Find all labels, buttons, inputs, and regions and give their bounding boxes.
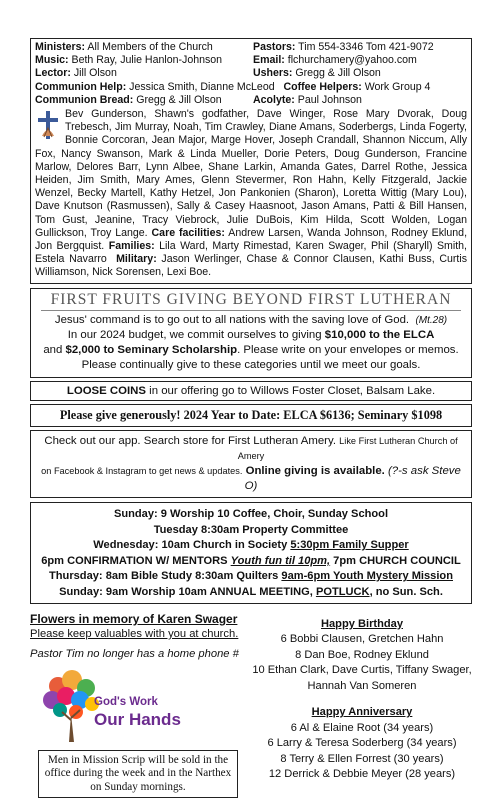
- schedule-confirmation: [35, 554, 467, 569]
- ask-steve-text: (?-s ask Steve O): [244, 465, 461, 493]
- ministers-value: All Members of the Church: [87, 41, 213, 53]
- staff-row-2: [35, 54, 467, 67]
- first-fruits-line-3: [35, 343, 467, 358]
- anniversary-item: 6 Al & Elaine Root (34 years): [290, 721, 434, 734]
- facebook-text: Like First Lutheran Church of Amery: [237, 436, 458, 462]
- give-generously-box: Please give generously! 2024 Year to Date: ELCA $6136; Seminary $1098: [30, 404, 472, 427]
- weekly-schedule-box: [30, 502, 472, 603]
- social-text: on Facebook & Instagram to get news & updates.: [41, 466, 243, 477]
- staff-row-3: [35, 67, 467, 80]
- seminary-amount: $2,000 to Seminary Scholarship: [65, 344, 238, 357]
- gods-work-our-hands-logo: [36, 668, 186, 746]
- families-value: Lila Ward, Marty Rimestad, Karen Swager, Phil (Sharyll) Smith, Estela Navarro: [35, 240, 467, 266]
- prayer-list: [35, 108, 467, 280]
- anniversary-item: 6 Larry & Teresa Soderberg (34 years): [267, 737, 457, 750]
- music-label: Music:: [35, 54, 69, 67]
- communion-help-value: Jessica Smith, Dianne McLeod: [129, 80, 275, 93]
- first-fruits-box: [30, 288, 472, 379]
- staff-and-prayer-box: [30, 38, 472, 284]
- command-text: Jesus' command is to go out to all nations with the saving love of God.: [54, 313, 410, 326]
- birthday-title: Happy Birthday: [321, 617, 403, 630]
- council-text: 7pm CHURCH COUNCIL: [330, 554, 461, 567]
- valuables-note: Please keep valuables with you at church.: [30, 627, 239, 640]
- schedule-sunday-2: [35, 585, 467, 600]
- no-phone-note: Pastor Tim no longer has a home phone #: [30, 647, 239, 660]
- sun2-text: Sunday: 9am Worship 10am ANNUAL MEETING,: [59, 585, 316, 598]
- left-column: [30, 612, 252, 798]
- first-fruits-line-4: Please continually give to these categories until we meet our goals.: [81, 359, 421, 372]
- email-label: Email:: [253, 54, 285, 67]
- anniversary-item: 8 Terry & Ellen Forrest (30 years): [280, 752, 444, 765]
- anniversary-title: Happy Anniversary: [311, 706, 413, 719]
- confirmation-text: 6pm CONFIRMATION W/ MENTORS: [41, 554, 231, 567]
- bread-value: Gregg & Jill Olson: [136, 93, 222, 106]
- staff-row-5: [35, 94, 467, 107]
- bread-label: Communion Bread:: [35, 93, 134, 106]
- pastors-value: Tim 554-3346 Tom 421-9072: [298, 41, 434, 53]
- online-giving-text: Online giving is available.: [245, 465, 385, 478]
- email-value[interactable]: flchurchamery@yahoo.com: [287, 54, 417, 67]
- app-text: Check out our app. Search store for First Lutheran Amery.: [44, 435, 336, 448]
- title-divider: [41, 310, 461, 311]
- ushers-label: Ushers:: [253, 67, 293, 80]
- envelope-note: . Please write on your envelopes or memos.: [237, 344, 459, 357]
- lector-value: Jill Olson: [73, 67, 117, 80]
- and-text: and: [43, 344, 63, 357]
- ushers-value: Gregg & Jill Olson: [295, 67, 381, 80]
- lector-label: Lector:: [35, 67, 71, 80]
- schedule-sunday-1: Sunday: 9 Worship 10 Coffee, Choir, Sunday School: [113, 508, 389, 521]
- youth-fun-text: Youth fun til 10pm,: [230, 554, 331, 567]
- staff-row-1: [35, 41, 467, 54]
- pastors-label: Pastors:: [253, 41, 296, 53]
- bottom-section: [30, 612, 472, 798]
- anniversary-item: 12 Derrick & Debbie Meyer (28 years): [268, 768, 456, 781]
- loose-coins-text: in our offering go to Willows Foster Closet, Balsam Lake.: [146, 385, 436, 398]
- loose-coins-box: [30, 381, 472, 401]
- schedule-thursday: [35, 569, 467, 584]
- acolyte-label: Acolyte:: [253, 93, 295, 106]
- potluck-text: POTLUCK: [315, 585, 370, 598]
- no-sunday-school-text: , no Sun. Sch.: [369, 585, 443, 598]
- ministers-label: Ministers:: [35, 41, 86, 53]
- prayer-names: Bev Gunderson, Shawn's godfather, Dave Winger, Rose Mary Dvorak, Doug Trebesch, Jim Murray, Noah, Tim Crawley, Diane Amans, Soderbergs, Linda Fogerty, Bonnie Corcoran, Jean Major, Marge Hover, Joseph Crandall, Shannon Niccum, Ally Fox, Nancy Swanson, Mark & Linda Mueller, Dorie Peters, Doug Gunderson, Francine Marlow, Delores Barr, Lynn Albee, Shane Larkin, Amanda Gates, Darrel Rothe, Jessica Heiden, Jim Smith, Mary Ames, Glenn Stevermer, Ron Hahn, Kelly Fitzgerald, Jackie Wenzel, Becky Martell, Kathy Hetzel, Jon Pankonien (Sharon), Loretta Wittig (Mary Lou), Dave Knutson (Rasmussen), Sally & Casey Haasnoot, Jason Amans, Patti & Bill Hansen, Tom Gust, Jeanine, Tracy Viebrock, Julie DuBois, Kim Hilda, Scott Wolden, Logan Gullickson, Troy Lange.: [35, 108, 467, 239]
- birthday-item: 10 Ethan Clark, Dave Curtis, Tiffany Swager,: [252, 664, 472, 677]
- app-info-box: [30, 430, 472, 498]
- military-label: Military:: [116, 253, 157, 266]
- budget-text: In our 2024 budget, we commit ourselves to giving: [67, 328, 322, 341]
- right-column: [252, 612, 472, 798]
- logo-text-line-2: Our Hands: [94, 709, 181, 729]
- care-facilities-value: Andrew Larsen, Wanda Johnson, Rodney Eklund, Jon Bergquist.: [35, 226, 468, 253]
- coffee-value: Work Group 4: [364, 80, 431, 93]
- schedule-tuesday: Tuesday 8:30am Property Committee: [153, 523, 349, 536]
- first-fruits-line-1: [35, 313, 467, 328]
- bulletin-page: [30, 38, 472, 798]
- birthday-item: 8 Dan Boe, Rodney Eklund: [295, 648, 429, 661]
- thu-text: Thursday: 8am Bible Study 8:30am Quilters: [48, 570, 282, 583]
- staff-row-4: [35, 81, 467, 94]
- praying-hands-cross-icon: [35, 110, 61, 140]
- care-facilities-label: Care facilities:: [151, 226, 225, 239]
- mystery-mission-text: 9am-6pm Youth Mystery Mission: [281, 570, 453, 583]
- family-supper-text: 5:30pm Family Supper: [290, 539, 409, 552]
- music-value: Beth Ray, Julie Hanlon-Johnson: [71, 54, 223, 67]
- wed-text: Wednesday: 10am Church in Society: [93, 539, 291, 552]
- coffee-label: Coffee Helpers:: [283, 80, 362, 93]
- elca-amount: $10,000 to the ELCA: [324, 328, 435, 341]
- schedule-wednesday: [35, 538, 467, 553]
- first-fruits-title: FIRST FRUITS GIVING BEYOND FIRST LUTHERAN: [50, 290, 452, 308]
- logo-text-line-1: God's Work: [94, 695, 158, 708]
- birthday-item: 6 Bobbi Clausen, Gretchen Hahn: [280, 633, 444, 646]
- loose-coins-label: LOOSE COINS: [66, 385, 146, 398]
- military-value: Jason Werlinger, Chase & Connor Clausen, Kathi Buss, Curtis Williamson, Nick Sorensen, Lexi Boe.: [35, 253, 467, 279]
- birthday-item: Hannah Van Someren: [307, 679, 417, 692]
- acolyte-value: Paul Johnson: [297, 93, 362, 106]
- scrip-note-box: Men in Mission Scrip will be sold in the office during the week and in the Narthex on Sunday mornings.: [38, 750, 238, 798]
- families-label: Families:: [108, 240, 155, 253]
- communion-help-label: Communion Help:: [35, 80, 127, 93]
- first-fruits-line-2: [35, 328, 467, 343]
- flowers-note: Flowers in memory of Karen Swager: [30, 611, 238, 626]
- scripture-ref: (Mt.28): [415, 314, 448, 326]
